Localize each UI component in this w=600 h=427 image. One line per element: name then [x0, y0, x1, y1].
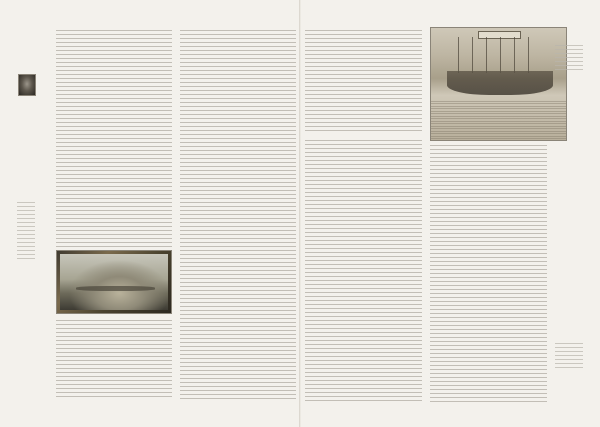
- painting-image: [60, 254, 168, 310]
- right-text-column-1-top: [305, 30, 422, 133]
- right-margin-note-top: [555, 45, 583, 73]
- portrait-miniature: [18, 74, 36, 96]
- framed-painting: [56, 250, 172, 314]
- right-running-head: [305, 11, 575, 17]
- right-margin-note-bottom: [555, 343, 583, 371]
- left-margin-note: [17, 202, 35, 260]
- left-text-column-1-lower: [56, 320, 172, 400]
- right-text-column-2: [430, 145, 547, 402]
- engraving-masts: [458, 37, 542, 73]
- gutter: [299, 0, 301, 427]
- engraving-waves: [431, 101, 566, 140]
- left-text-column-2: [180, 30, 296, 250]
- right-text-column-1: [305, 140, 422, 402]
- left-text-column-1: [56, 30, 172, 250]
- left-running-head: [28, 11, 278, 17]
- left-text-column-2-lower: [180, 250, 296, 400]
- engraving-ship: [447, 71, 552, 96]
- ship-engraving: [430, 27, 567, 141]
